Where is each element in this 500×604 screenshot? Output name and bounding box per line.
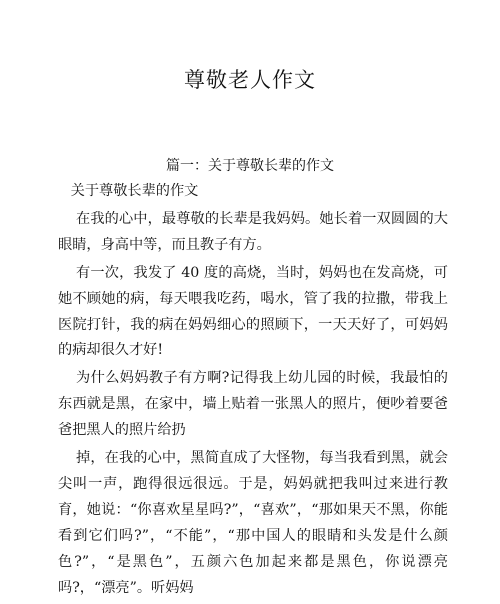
paragraph-subtitle: 关于尊敬长辈的作文: [70, 183, 199, 199]
document-title: 尊敬老人作文: [184, 68, 316, 92]
paragraph: 为什么妈妈教子有方啊?记得我上幼儿园的时候，我最怕的东西就是黑，在家中，墙上贴着一张黑人的照片，便吵着要爸爸把黑人的照片给扔: [58, 370, 448, 439]
section-title: 篇一：关于尊敬长辈的作文: [166, 158, 334, 174]
paragraph: 在我的心中，最尊敬的长辈是我妈妈。她长着一双圆圆的大眼睛，身高中等，而且教子有方。: [58, 210, 448, 253]
paragraph: 有一次，我发了 40 度的高烧，当时，妈妈也在发高烧，可她不顾她的病，每天喂我吃药，喝水，管了我的拉撒，带我上医院打针，我的病在妈妈细心的照顾下，一天天好了，可妈妈的病却很久才好!: [58, 264, 448, 359]
paragraph: 掉，在我的心中，黑简直成了大怪物，每当我看到黑，就会尖叫一声，跑得很远很远。于是，妈妈就把我叫过来进行教育，她说：“你喜欢星星吗?”，“喜欢”，“那如果天不黑，你能看到它们吗?”，“不能”，“那中国人的眼睛和头发是什么颜色?”，“是黑色”，五颜六色加起来都是黑色，你说漂亮吗?，“漂亮”。听妈妈: [58, 450, 448, 596]
document-body: [58, 179, 448, 604]
